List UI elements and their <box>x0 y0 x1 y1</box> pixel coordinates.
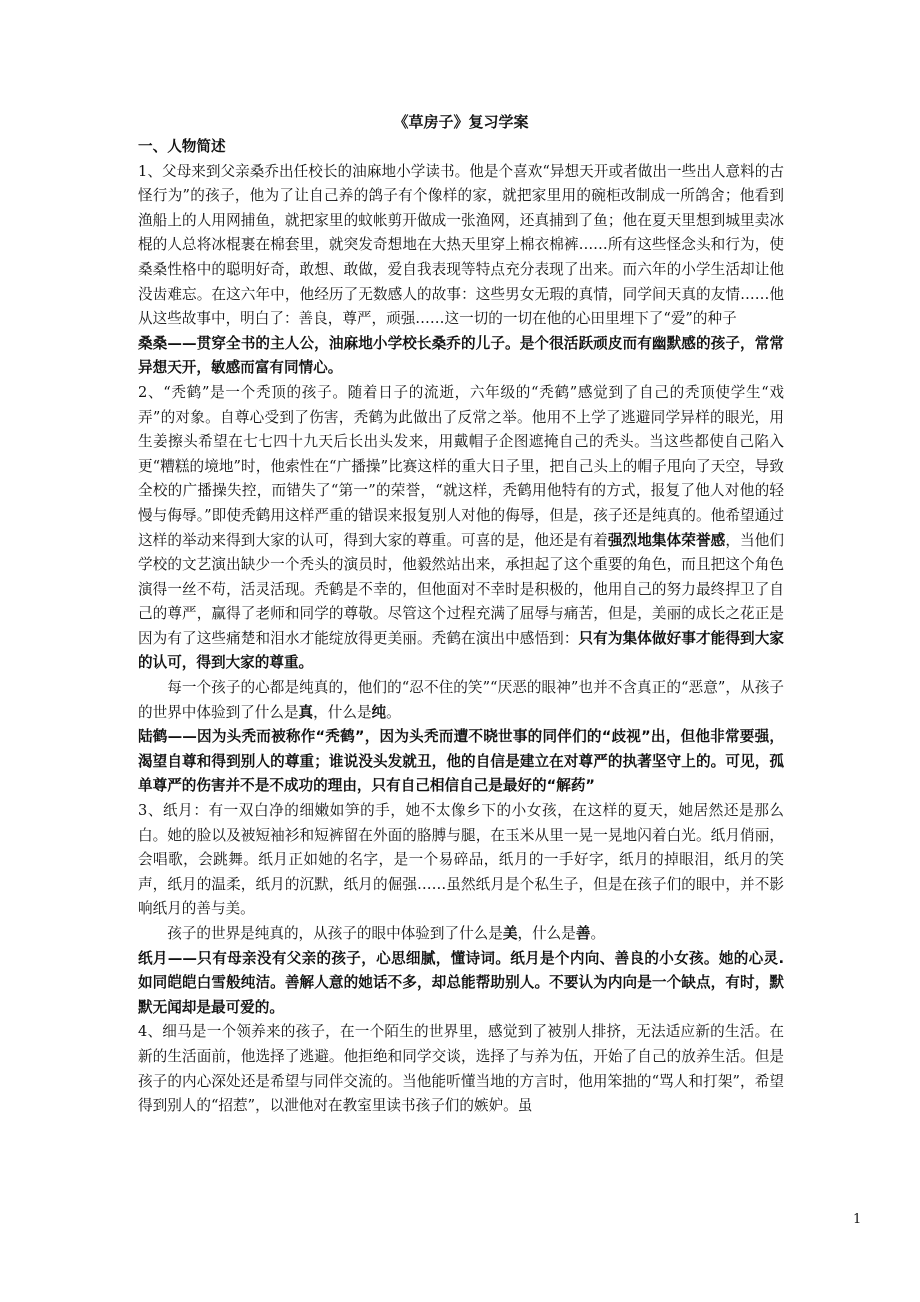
emphasis-text: 真 <box>298 703 314 721</box>
page-number: 1 <box>853 1212 862 1227</box>
emphasis-text: 纯 <box>371 703 387 721</box>
paragraph-tuhe-reflection <box>138 676 784 725</box>
emphasis-text: 美 <box>502 925 518 942</box>
paragraph-tuhe <box>138 381 784 676</box>
emphasis-text: 只有为集体做好事才能得到大家的认可，得到大家的尊重。 <box>138 629 784 672</box>
text-run: ，什么是 <box>313 703 372 721</box>
section-heading: 一、人物简述 <box>138 138 226 155</box>
paragraph-sangsang: 1、父母来到父亲桑乔出任校长的油麻地小学读书。他是个喜欢“异想天开或者做出一些出人意料的古怪行为”的孩子，他为了让自己养的鸽子有个像样的家，就把家里用的碗柜改制成一所鸽舍；他看到渔船上的人用网捕鱼，就把家里的蚊帐剪开做成一张渔网，还真捕到了鱼；他在夏天里想到城里卖冰棍的人总将冰棍裹在棉套里，就突发奇想地在大热天里穿上棉衣棉裤……所有这些怪念头和行为，使桑桑性格中的聪明好奇，敢想、敢做，爱自我表现等特点充分表现了出来。而六年的小学生活却让他没齿难忘。在这六年中，他经历了无数感人的故事：这些男女无瑕的真情，同学间天真的友情……他从这些故事中，明白了：善良，尊严，顽强……这一切的一切在他的心田里埋下了“爱”的种子 <box>138 162 784 328</box>
text-run: 。 <box>590 925 606 942</box>
text-run: ，当他们学校的文艺演出缺少一个秃头的演员时，他毅然站出来，承担起了这个重要的角色，而且把这个角色演得一丝不苟，活灵活现。秃鹤是不幸的，但他面对不幸时是积极的，他用自己的努力最终捍卫了自己的尊严，赢得了老师和同学的尊敬。尽管这个过程充满了屈辱与痛苦，但是，美丽的成长之花正是因为有了这些痛楚和泪水才能绽放得更美丽。秃鹤在演出中感悟到： <box>138 531 784 647</box>
text-run: ，什么是 <box>517 925 576 942</box>
text-run: 。 <box>386 703 401 721</box>
summary-sangsang: 桑桑——贯穿全书的主人公，油麻地小学校长桑乔的儿子。是个很活跃顽皮而有幽默感的孩子，常常异想天开，敏感而富有同情心。 <box>138 334 784 377</box>
paragraph-xima: 4、细马是一个领养来的孩子，在一个陌生的世界里，感觉到了被别人排挤，无法适应新的生活。在新的生活面前，他选择了逃避。他拒绝和同学交谈，选择了与养为伍，开始了自己的放养生活。但是孩子的内心深处还是希望与同伴交流的。当他能听懂当地的方言时，他用笨拙的“骂人和打架”，希望得到别人的“招惹”，以泄他对在教室里读书孩子们的嫉妒。虽 <box>138 1023 784 1115</box>
paragraph-zhiyue: 3、纸月：有一双白净的细嫩如笋的手，她不太像乡下的小女孩，在这样的夏天，她居然还是那么白。她的脸以及被短袖衫和短裤留在外面的胳膊与腿，在玉米从里一晃一晃地闪着白光。纸月俏丽，会唱歌，会跳舞。纸月正如她的名字，是一个易碎品，纸月的一手好字，纸月的掉眼泪，纸月的笑声，纸月的温柔，纸月的沉默，纸月的倔强……虽然纸月是个私生子，但是在孩子们的眼中，并不影响纸月的善与美。 <box>138 802 784 918</box>
text-run: 孩子的世界是纯真的，从孩子的眼中体验到了什么是 <box>167 925 503 942</box>
document-title: 《草房子》复习学案 <box>393 113 529 131</box>
paragraph-zhiyue-reflection <box>138 922 784 947</box>
text-run: 每一个孩子的心都是纯真的，他们的“忍不住的笑”“厌恶的眼神”也并不含真正的“恶意”，从孩子的世界中体验到了什么是 <box>138 679 784 721</box>
document-body <box>138 135 784 1119</box>
emphasis-text: 强烈地集体荣誉感 <box>607 531 726 549</box>
summary-zhiyue: 纸月——只有母亲没有父亲的孩子，心思细腻，懂诗词。纸月是个内向、善良的小女孩。她的心灵.如同皑皑白雪般纯洁。善解人意的她话不多，却总能帮助别人。不要认为内向是一个缺点，有时，默默无闻却是最可爱的。 <box>138 949 784 1016</box>
emphasis-text: 善 <box>575 925 591 942</box>
text-run: 2、“秃鹤”是一个秃顶的孩子。随着日子的流逝，六年级的“秃鹤”感觉到了自己的秃顶使学生“戏弄”的对象。自尊心受到了伤害，秃鹤为此做出了反常之举。他用不上学了逃避同学异样的眼光，用生姜擦头希望在七七四十九天后长出头发来，用戴帽子企图遮掩自己的秃头。当这些都使自己陷入更“糟糕的境地”时，他索性在“广播操”比赛这样的重大日子里，把自己头上的帽子甩向了天空，导致全校的广播操失控，而错失了“第一”的荣誉，“就这样，秃鹤用他特有的方式，报复了他人对他的轻慢与侮辱。”即使秃鹤用这样严重的错误来报复别人对他的侮辱，但是，孩子还是纯真的。他希望通过这样的举动来得到大家的认可，得到大家的尊重。可喜的是，他还是有着 <box>138 383 784 549</box>
summary-luhe: 陆鹤——因为头秃而被称作“秃鹤”，因为头秃而遭不晓世事的同伴们的“歧视”出，但他非常要强，渴望自尊和得到别人的尊重；谁说没头发就丑，他的自信是建立在对尊严的执著坚守上的。可见，孤单尊严的伤害并不是不成功的理由，只有自己相信自己是最好的“解药” <box>138 728 784 795</box>
